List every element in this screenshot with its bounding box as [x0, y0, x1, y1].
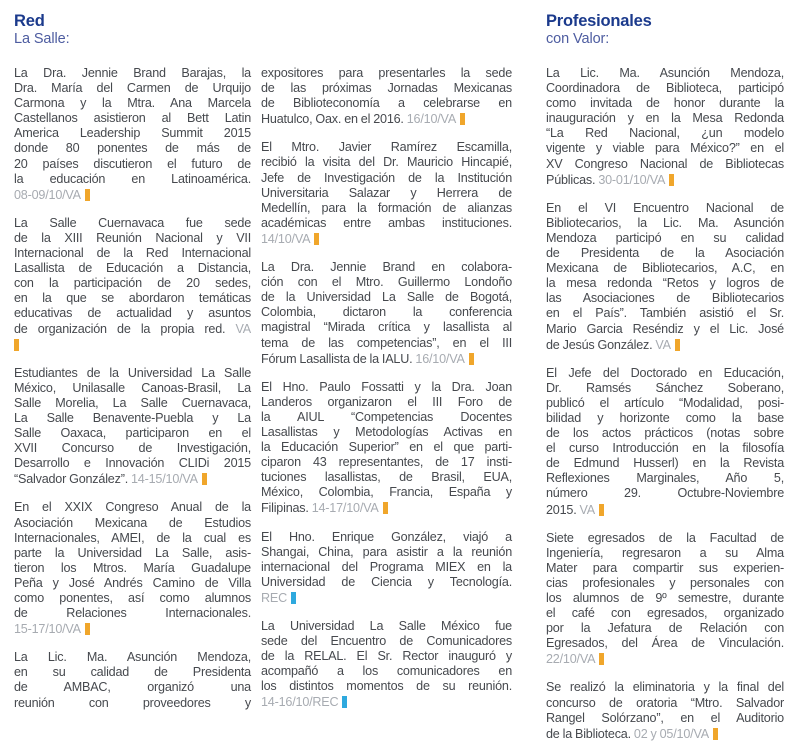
text-line: El Mtro. Javier Ramírez Escamilla,	[261, 140, 512, 155]
text-line: Se realizó la eliminatoria y la final del	[546, 680, 784, 695]
news-paragraph	[261, 140, 512, 247]
marker-orange	[599, 504, 604, 516]
column-right-paragraphs	[546, 66, 784, 742]
marker-orange	[599, 653, 604, 665]
text-line: como invitada de honor durante la	[546, 96, 784, 111]
body-text: Fórum Lasallista de la IALU.	[261, 351, 416, 366]
date-code: 14-15/10/VA	[131, 472, 198, 487]
text-line: de la Universidad La Salle de Bogotá,	[261, 290, 512, 305]
text-line: México, Unilasalle Canoas-Brasil, La	[14, 380, 251, 395]
text-line: Salle Morelia, La Salle Cuernavaca,	[14, 395, 251, 410]
text-line: magistral “Mirada crítica y lasallista al	[261, 320, 512, 335]
body-text: Filipinas.	[261, 501, 312, 516]
text-line: 20 países discutieron el futuro de	[14, 156, 251, 171]
text-line: Ingeniería, regresaron a su Alma	[546, 545, 784, 560]
text-line: expositores para presentarles la sede	[261, 66, 512, 80]
text-line: por la Jefatura de Relación con	[546, 621, 784, 636]
text-line: Mexicana de Bibliotecarios, A.C, en	[546, 261, 784, 276]
text-line: la Educación Superior” en el que parti-	[261, 440, 512, 455]
news-paragraph	[14, 500, 251, 637]
section-header-red	[14, 12, 251, 48]
text-line: vigente y viable para México?” en el	[546, 141, 784, 156]
date-code: 16/10/VA	[415, 351, 465, 366]
text-line: de Edmund Husserl) en la Revista	[546, 456, 784, 471]
news-paragraph	[261, 530, 512, 606]
text-line: La Lic. Ma. Asunción Mendoza,	[546, 66, 784, 80]
date-code: VA	[655, 337, 671, 352]
text-line	[14, 322, 251, 337]
column-middle-paragraphs	[261, 66, 512, 711]
text-line	[14, 621, 251, 637]
marker-cyan	[342, 696, 347, 708]
text-line: En el VI Encuentro Nacional de	[546, 200, 784, 215]
text-line: Estudiantes de la Universidad La Salle	[14, 365, 251, 380]
text-line: en su calidad de Presidenta	[14, 665, 251, 680]
news-paragraph	[546, 680, 784, 741]
section-subtitle-la-salle: La Salle:	[14, 31, 70, 47]
text-line: Rangel Solórzano”, en el Auditorio	[546, 710, 784, 725]
text-line: educativas de actualidad y asuntos	[14, 306, 251, 321]
text-line: America Leadership Summit 2015	[14, 126, 251, 141]
text-line	[261, 231, 512, 247]
text-line: recibió la visita del Dr. Mauricio Hincapié,	[261, 155, 512, 170]
text-line: inauguración y en la Mesa Redonda	[546, 111, 784, 126]
date-code: 14-16/10/REC	[261, 695, 339, 710]
body-text: de la Biblioteca.	[546, 726, 634, 741]
text-line: Asociación Mexicana de Estudios	[14, 515, 251, 530]
news-paragraph	[546, 66, 784, 188]
text-line	[546, 337, 784, 353]
marker-orange	[202, 473, 207, 485]
news-paragraph	[546, 201, 784, 353]
text-line: con la participación de 20 sedes,	[14, 276, 251, 291]
text-line	[261, 500, 512, 516]
date-code: REC	[261, 590, 287, 605]
text-line	[546, 172, 784, 188]
text-line	[261, 351, 512, 367]
text-line: Lasallistas y Metodologías Activas en	[261, 424, 512, 439]
text-line: los distintos momentos de su reunión.	[261, 679, 512, 694]
news-paragraph	[546, 531, 784, 668]
text-line: la AIUL “Competencias Docentes	[261, 409, 512, 424]
marker-orange	[85, 189, 90, 201]
text-line: de los actos prácticos (notas sobre	[546, 426, 784, 441]
date-code: 02 y 05/10/VA	[633, 726, 709, 741]
text-line: bilidad y horizonte como la base	[546, 410, 784, 425]
header-spacer	[261, 12, 512, 66]
text-line: Landeros organizaron el III Foro de	[261, 394, 512, 409]
text-line: Colombia, dictaron la conferencia	[261, 305, 512, 320]
text-line: En el XXIX Congreso Anual de la	[14, 500, 251, 515]
text-line: Egresados, del Área de Vinculación.	[546, 636, 784, 651]
news-paragraph	[14, 650, 251, 710]
marker-cyan	[291, 592, 296, 604]
body-text: Públicas.	[546, 172, 599, 187]
text-line: La Dra. Jennie Brand en colabora-	[261, 260, 512, 275]
marker-orange	[469, 353, 474, 365]
marker-orange	[460, 113, 465, 125]
text-line: concurso de oratoria “Mtro. Salvador	[546, 695, 784, 710]
text-line: Shangai, China, para asistir a la reunión	[261, 544, 512, 559]
date-code: 16/10/VA	[406, 112, 457, 127]
section-title-red: Red	[14, 12, 45, 30]
news-paragraph	[14, 366, 251, 488]
news-paragraph	[261, 380, 512, 517]
text-line: internacional del Programa MIEX en la	[261, 559, 512, 574]
text-line: tema de las competencias”, en el III	[261, 335, 512, 350]
text-line: ción con el Mtro. Guillermo Londoño	[261, 275, 512, 290]
text-line: la mesa redonda “Retos y logros de	[546, 276, 784, 291]
body-text: “Salvador González”.	[14, 472, 131, 487]
text-line: Dr. Ramsés Sánchez Soberano,	[546, 380, 784, 395]
news-paragraph	[261, 66, 512, 127]
body-text: de Jesús González.	[546, 337, 656, 352]
text-line: La Universidad La Salle México fue	[261, 619, 512, 633]
news-paragraph	[261, 260, 512, 367]
date-code: 22/10/VA	[546, 652, 596, 667]
text-line: sede del Encuentro de Comunicadores	[261, 634, 512, 649]
text-line: tuciones lasallistas, de Brasil, EUA,	[261, 470, 512, 485]
body-text: de organización de la propia red.	[14, 321, 236, 336]
text-line: tieron los Mtros. María Guadalupe	[14, 560, 251, 575]
news-paragraph	[14, 216, 251, 353]
text-line: de la XIII Reunión Nacional y VII	[14, 230, 251, 245]
text-line: Peña y José Andrés Camino de Villa	[14, 575, 251, 590]
text-line: Castellanos asistieron al Bett Latin	[14, 111, 251, 126]
section-header-profesionales	[546, 12, 784, 48]
marker-orange	[314, 233, 319, 245]
text-line: Mario Garcia Reséndiz y el Lic. José	[546, 321, 784, 336]
text-line: Desarrollo e Innovación CLIDi 2015	[14, 456, 251, 471]
text-line	[261, 111, 512, 127]
text-line: La Dra. Jennie Brand Barajas, la	[14, 66, 251, 80]
text-line: como ponentes, así como alumnos	[14, 591, 251, 605]
date-code: 15-17/10/VA	[14, 622, 81, 637]
marker-orange	[669, 174, 674, 186]
text-line: La Salle Cuernavaca fue sede	[14, 215, 251, 230]
text-line	[546, 651, 784, 667]
date-code: 14-17/10/VA	[311, 501, 379, 516]
text-line: en el País”. También asistió el Sr.	[546, 306, 784, 321]
text-line: de AMBAC, organizó una	[14, 680, 251, 695]
text-line: Internacionales, AMEI, de la cual es	[14, 530, 251, 545]
news-paragraph	[14, 66, 251, 203]
text-line: acompañó a los comunicadores en	[261, 664, 512, 679]
text-line: Universidad de Ciencia y Tecnología.	[261, 574, 512, 589]
text-line: Jefe de Investigación de la Institución	[261, 170, 512, 185]
text-line: el curso Introducción en la filosofía	[546, 441, 784, 456]
text-line: Bibliotecarios, la Lic. Ma. Asunción	[546, 215, 784, 230]
text-line: el café con egresados, organizado	[546, 606, 784, 621]
text-line: Mater para compartir sus experien-	[546, 560, 784, 575]
date-code: 14/10/VA	[261, 231, 311, 246]
text-line: académicas entre ambas instituciones.	[261, 215, 512, 230]
text-line: de la RELAL. El Sr. Rector inauguró y	[261, 649, 512, 664]
text-line	[261, 590, 512, 606]
text-line: en la que se abordaron temáticas	[14, 291, 251, 306]
date-code: 08-09/10/VA	[14, 187, 81, 202]
body-text: Huatulco, Oax. en el 2016.	[261, 112, 407, 127]
text-line: de Relaciones Internacionales.	[14, 606, 251, 621]
text-line: de Presidenta de la Asociación	[546, 246, 784, 261]
text-line: las Asociaciones de Bibliotecarios	[546, 291, 784, 306]
text-line: donde 80 ponentes de más de	[14, 141, 251, 156]
body-text: 2015.	[546, 502, 580, 517]
text-line: La Lic. Ma. Asunción Mendoza,	[14, 650, 251, 665]
text-line: “La Red Nacional, ¿un modelo	[546, 126, 784, 141]
marker-orange	[713, 728, 718, 740]
text-line: El Hno. Paulo Fossatti y la Dra. Joan	[261, 379, 512, 394]
text-line	[546, 502, 784, 518]
text-line: ciparon 43 representantes, de 17 insti-	[261, 455, 512, 470]
text-line: El Jefe del Doctorado en Educación,	[546, 365, 784, 380]
marker-orange	[675, 339, 680, 351]
news-paragraph	[546, 366, 784, 518]
text-line: los alumnos de 9º semestre, durante	[546, 591, 784, 605]
marker-orange	[85, 623, 90, 635]
text-line	[14, 187, 251, 203]
text-line: Internacional de la Red Internacional	[14, 246, 251, 261]
text-line	[261, 694, 512, 710]
column-profesionales-con-valor	[546, 12, 784, 755]
text-line: México, Colombia, Francia, España y	[261, 485, 512, 500]
text-line: cias profesionales y personales con	[546, 575, 784, 590]
text-line: Reflexiones Marginales, Año 5,	[546, 471, 784, 486]
text-line: XV Congreso Nacional de Bibliotecas	[546, 156, 784, 171]
text-line	[14, 337, 251, 353]
section-subtitle-con-valor: con Valor:	[546, 31, 610, 47]
text-line: reunión con proveedores y	[14, 695, 251, 710]
marker-orange	[383, 502, 388, 514]
text-line: de Biblioteconomía a celebrarse en	[261, 96, 512, 111]
text-line: parte la Universidad La Salle, asis-	[14, 545, 251, 560]
text-line: Medellín, para la formación de alianzas	[261, 200, 512, 215]
text-line: de las próximas Jornadas Mexicanas	[261, 81, 512, 96]
text-line: Universitaria Salazar y Herrera de	[261, 185, 512, 200]
column-middle	[261, 12, 512, 724]
news-paragraph	[261, 619, 512, 711]
text-line: Salle Oaxaca, participaron en el	[14, 426, 251, 441]
text-line: La Salle Benavente-Puebla y La	[14, 410, 251, 425]
text-line: Mendoza participó en su calidad	[546, 230, 784, 245]
date-code: VA	[579, 502, 595, 517]
text-line: Siete egresados de la Facultad de	[546, 530, 784, 545]
column-red-la-salle	[14, 12, 251, 724]
text-line	[14, 471, 251, 487]
text-line: El Hno. Enrique González, viajó a	[261, 529, 512, 544]
text-line	[546, 726, 784, 742]
text-line: XVII Concurso de Investigación,	[14, 441, 251, 456]
section-title-profesionales: Profesionales	[546, 12, 652, 30]
text-line: Lasallista de Educación a Distancia,	[14, 261, 251, 276]
date-code: VA	[235, 321, 251, 336]
text-line: la educación en Latinoamérica.	[14, 171, 251, 186]
text-line: Carmona y la Mtra. Ana Marcela	[14, 96, 251, 111]
column-left-paragraphs	[14, 66, 251, 711]
text-line: Coordinadora de Biblioteca, participó	[546, 81, 784, 96]
date-code: 30-01/10/VA	[598, 172, 666, 187]
text-line: Dra. María del Carmen de Urquijo	[14, 81, 251, 96]
text-line: número 29. Octubre-Noviembre	[546, 486, 784, 501]
marker-orange	[14, 339, 19, 351]
text-line: publicó el artículo “Modalidad, posi-	[546, 395, 784, 410]
